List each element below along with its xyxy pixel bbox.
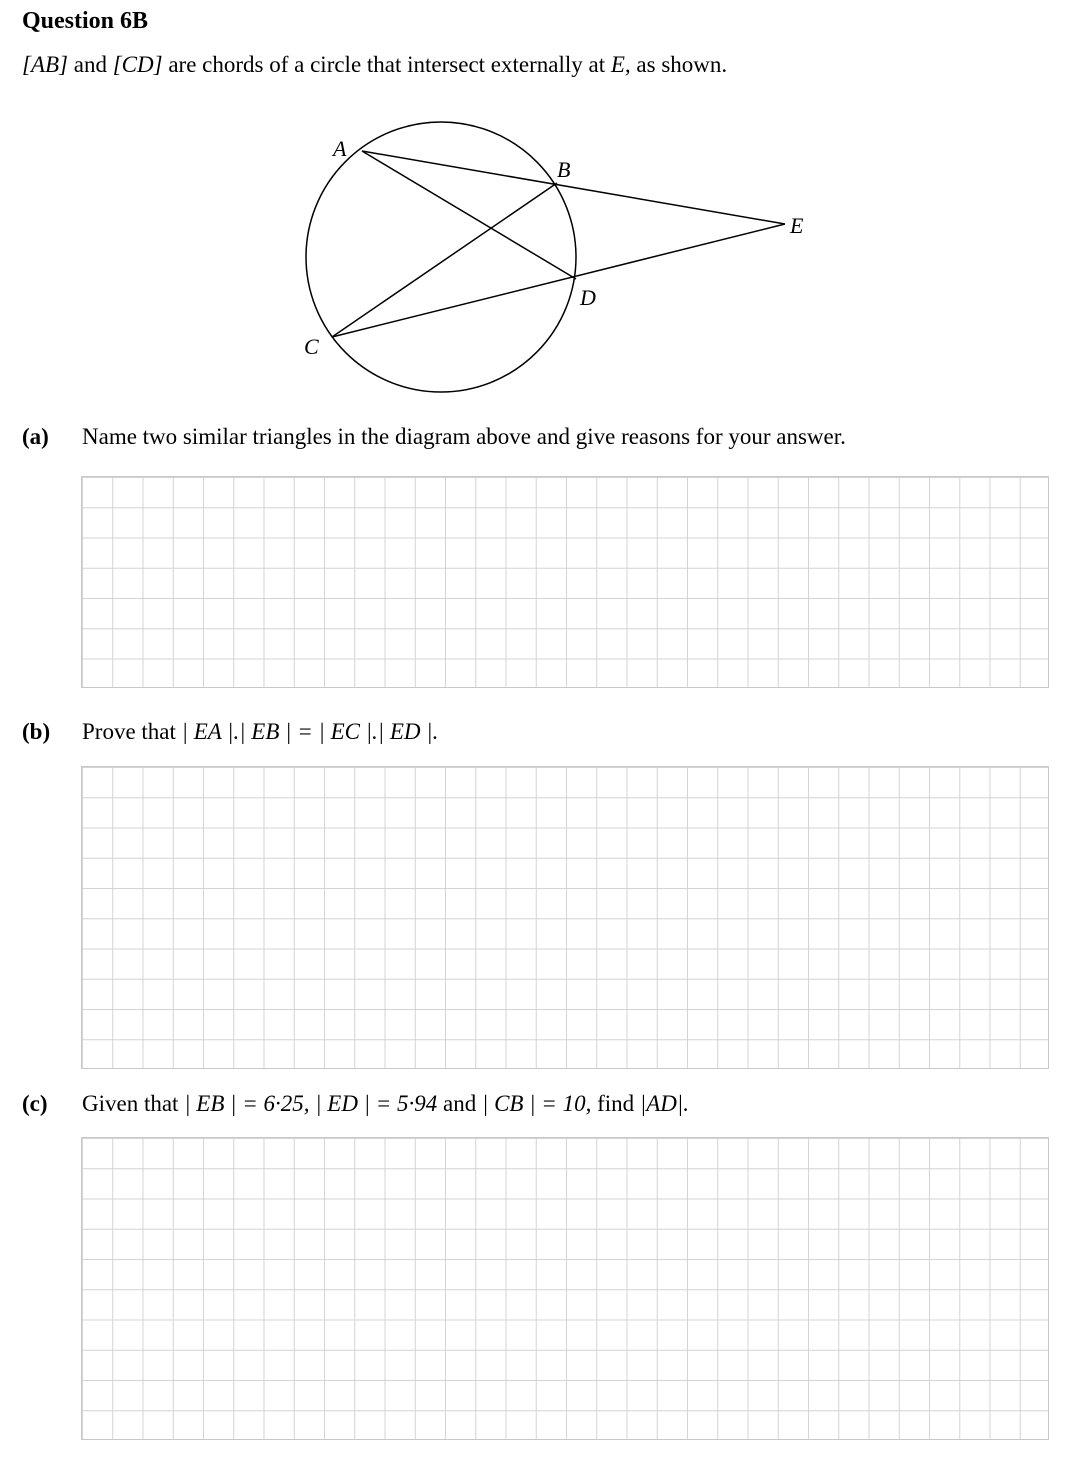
question-b-math: | EA |.| EB | = | EC |.| ED |. [181,719,439,744]
label-e: E [790,213,804,238]
answer-grid-a[interactable] [81,476,1049,688]
answer-grid-b[interactable] [81,766,1049,1069]
question-c-given: | EB | = 6·25, | ED | = 5·94 [184,1091,438,1116]
label-a: A [333,136,347,161]
label-d: D [580,285,596,310]
chord-cd: [CD] [112,52,163,77]
label-c: C [304,334,319,359]
question-b-text: Prove that | EA |.| EB | = | EC |.| ED |. [82,719,439,744]
line-c-e [332,224,785,337]
circle-diagram [0,0,1066,420]
question-c-text: Given that | EB | = 6·25, | ED | = 5·94 and | CB | = 10, find |AD|. [82,1091,689,1116]
question-b-label: (b) [22,719,51,744]
label-b: B [557,157,571,182]
question-a-text: Name two similar triangles in the diagram above and give reasons for your answer. [82,424,846,449]
point-e: E, [610,52,631,77]
question-a-label: (a) [22,424,49,449]
question-title: Question 6B [22,8,149,34]
question-c-label: (c) [22,1091,48,1116]
circle [306,122,576,392]
answer-grid-c[interactable] [81,1137,1049,1440]
question-intro: [AB] and [CD] are chords of a circle that intersect externally at E, as shown. [22,52,728,77]
chord-ab: [AB] [22,52,68,77]
line-a-e [362,151,785,224]
chord-c-b [332,183,557,337]
question-c-ad: |AD|. [639,1091,689,1116]
question-c-cb: | CB | = 10, [482,1091,592,1116]
